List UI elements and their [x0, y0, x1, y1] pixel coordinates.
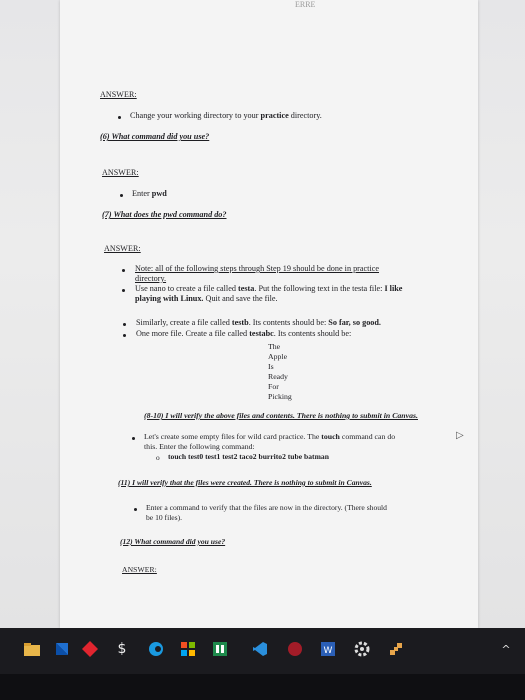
- monitor-bezel: [0, 674, 525, 700]
- sub-bullet: o: [156, 453, 160, 462]
- settings-icon[interactable]: [352, 638, 372, 660]
- red-diamond-app-icon[interactable]: [80, 638, 100, 660]
- top-mark: ERRE: [295, 0, 316, 9]
- bullet-dot: [123, 323, 126, 326]
- word-icon[interactable]: [318, 638, 338, 660]
- poem-line: For: [268, 382, 279, 392]
- bullet-dot: [122, 289, 125, 292]
- store-icon[interactable]: [178, 638, 198, 660]
- app-icon[interactable]: [285, 638, 305, 660]
- poem-line: The: [268, 342, 281, 351]
- dollar-icon[interactable]: $: [117, 641, 127, 657]
- bullet-dot: [122, 269, 125, 272]
- verify-line-2: be 10 files).: [146, 513, 183, 522]
- question-11: (11) I will verify that the files were created. There is nothing to submit in Canvas.: [118, 478, 372, 487]
- note-line-1: Note: all of the following steps through Step 19 should be done in practice: [135, 264, 379, 273]
- bullet-dot: [120, 194, 123, 197]
- folder-icon[interactable]: [22, 638, 42, 660]
- answer-label: ANSWER:: [104, 244, 141, 253]
- chevron-up-icon[interactable]: ^: [501, 642, 511, 656]
- touch-line-2: this. Enter the following command:: [144, 442, 255, 451]
- note-line-2: directory.: [135, 274, 167, 283]
- svg-text:W: W: [323, 646, 333, 656]
- poem-line: Is: [268, 362, 274, 372]
- step-a-text: Change your working directory to your practice directory.: [130, 111, 322, 120]
- touch-command: touch test0 test1 test2 taco2 burrito2 tube batman: [168, 452, 329, 461]
- question-8-10: (8-10) I will verify the above files and contents. There is nothing to submit in Canvas.: [144, 411, 418, 420]
- question-7: (7) What does the pwd command do?: [102, 210, 227, 219]
- more-file-line: One more file. Create a file called testabc. Its contents should be:: [136, 329, 352, 338]
- touch-line-1: Let's create some empty files for wild card practice. The touch command can do: [144, 432, 396, 441]
- poem-line: Apple: [268, 352, 288, 362]
- mouse-cursor-icon: ▷: [456, 430, 464, 441]
- bullet-dot: [132, 437, 135, 440]
- answer-label: ANSWER:: [102, 168, 139, 177]
- nano-line-2: playing with Linux. Quit and save the file.: [135, 294, 278, 303]
- bullet-dot: [123, 334, 126, 337]
- similarly-line: Similarly, create a file called testb. Its contents should be: So far, so good.: [136, 318, 381, 327]
- edge-browser-icon[interactable]: [146, 638, 166, 660]
- verify-line-1: Enter a command to verify that the files are now in the directory. (There should: [146, 503, 387, 512]
- answer-label: ANSWER:: [100, 90, 137, 99]
- question-6: (6) What command did you use?: [100, 132, 210, 141]
- poem-content: [268, 342, 292, 403]
- taskbar: [0, 628, 525, 674]
- step-b-text: Enter pwd: [132, 189, 167, 198]
- poem-line: Picking: [268, 392, 292, 402]
- nano-line-1: Use nano to create a file called testa. Put the following text in the testa file: I like: [135, 284, 403, 293]
- network-icon[interactable]: [386, 638, 406, 660]
- answer-label: ANSWER:: [122, 565, 157, 574]
- document-page: [60, 0, 478, 628]
- question-12: (12) What command did you use?: [120, 537, 226, 546]
- excel-icon[interactable]: [210, 638, 230, 660]
- bullet-dot: [134, 508, 137, 511]
- bullet-dot: [118, 116, 121, 119]
- mail-icon[interactable]: [52, 638, 72, 660]
- poem-line: Ready: [268, 372, 288, 382]
- vscode-icon[interactable]: [250, 638, 270, 660]
